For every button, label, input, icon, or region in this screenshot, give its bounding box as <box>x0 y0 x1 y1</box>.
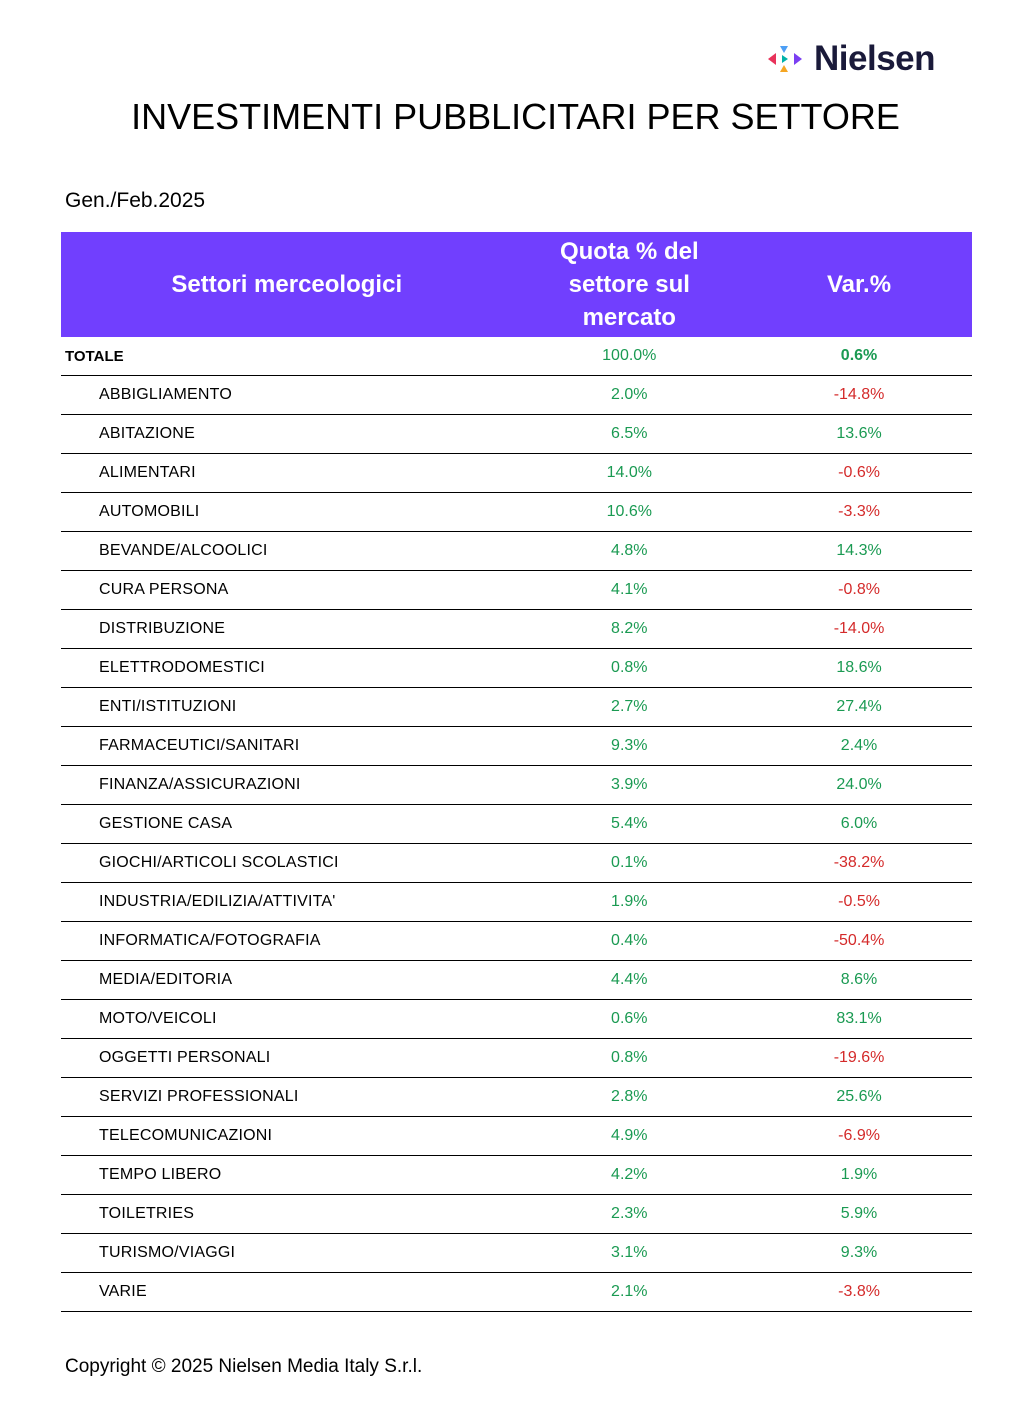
sector-share: 2.8% <box>512 1078 746 1117</box>
sector-share: 3.9% <box>512 766 746 805</box>
table-row <box>61 883 972 922</box>
sector-share: 0.8% <box>512 1039 746 1078</box>
sector-share: 4.1% <box>512 571 746 610</box>
sector-share: 1.9% <box>512 883 746 922</box>
sector-change: -50.4% <box>746 922 972 961</box>
sector-share: 4.4% <box>512 961 746 1000</box>
copyright-text: Copyright © 2025 Nielsen Media Italy S.r.l. <box>65 1356 423 1377</box>
sector-change: 8.6% <box>746 961 972 1000</box>
sector-change: -14.0% <box>746 610 972 649</box>
table-row <box>61 454 972 493</box>
sector-name: DISTRIBUZIONE <box>61 610 512 649</box>
sector-change: 6.0% <box>746 805 972 844</box>
sector-change: 2.4% <box>746 727 972 766</box>
sector-change: 25.6% <box>746 1078 972 1117</box>
sector-change: -38.2% <box>746 844 972 883</box>
table-row <box>61 532 972 571</box>
sector-name: SERVIZI PROFESSIONALI <box>61 1078 512 1117</box>
sector-change: -3.3% <box>746 493 972 532</box>
sector-share: 2.1% <box>512 1273 746 1312</box>
header-share-text: Quota % del settore sul mercato <box>559 238 699 331</box>
header-share <box>512 232 746 337</box>
table-row <box>61 649 972 688</box>
sector-name: ABITAZIONE <box>61 415 512 454</box>
table-row <box>61 1039 972 1078</box>
table-row <box>61 376 972 415</box>
sector-name: BEVANDE/ALCOOLICI <box>61 532 512 571</box>
nielsen-logo <box>764 38 935 80</box>
table-row <box>61 610 972 649</box>
table-row <box>61 805 972 844</box>
sector-name: GESTIONE CASA <box>61 805 512 844</box>
sector-name: MOTO/VEICOLI <box>61 1000 512 1039</box>
sector-change: -6.9% <box>746 1117 972 1156</box>
sector-share: 3.1% <box>512 1234 746 1273</box>
sector-name: ABBIGLIAMENTO <box>61 376 512 415</box>
sector-share: 4.9% <box>512 1117 746 1156</box>
sector-change: 24.0% <box>746 766 972 805</box>
nielsen-logo-text: Nielsen <box>814 39 935 78</box>
period-label: Gen./Feb.2025 <box>65 189 206 212</box>
sector-change: -0.8% <box>746 571 972 610</box>
table-row <box>61 493 972 532</box>
sector-share: 4.8% <box>512 532 746 571</box>
total-change: 0.6% <box>746 337 972 376</box>
sector-share: 10.6% <box>512 493 746 532</box>
table-row <box>61 766 972 805</box>
sector-change: 14.3% <box>746 532 972 571</box>
sector-name: ELETTRODOMESTICI <box>61 649 512 688</box>
sector-share: 0.8% <box>512 649 746 688</box>
sector-table <box>61 232 972 1312</box>
table-row <box>61 1156 972 1195</box>
sector-share: 6.5% <box>512 415 746 454</box>
sector-name: INDUSTRIA/EDILIZIA/ATTIVITA' <box>61 883 512 922</box>
table-row <box>61 727 972 766</box>
sector-share: 0.1% <box>512 844 746 883</box>
sector-change: 18.6% <box>746 649 972 688</box>
sector-name: FINANZA/ASSICURAZIONI <box>61 766 512 805</box>
sector-change: 13.6% <box>746 415 972 454</box>
sector-share: 2.3% <box>512 1195 746 1234</box>
table-row <box>61 1234 972 1273</box>
sector-name: VARIE <box>61 1273 512 1312</box>
sector-name: MEDIA/EDITORIA <box>61 961 512 1000</box>
sector-name: INFORMATICA/FOTOGRAFIA <box>61 922 512 961</box>
table-row <box>61 1078 972 1117</box>
page-title: INVESTIMENTI PUBBLICITARI PER SETTORE <box>131 96 900 137</box>
table-row <box>61 571 972 610</box>
sector-name: FARMACEUTICI/SANITARI <box>61 727 512 766</box>
table-row <box>61 415 972 454</box>
total-label: TOTALE <box>61 337 512 376</box>
sector-name: TELECOMUNICAZIONI <box>61 1117 512 1156</box>
sector-name: TEMPO LIBERO <box>61 1156 512 1195</box>
sector-change: 83.1% <box>746 1000 972 1039</box>
sector-change: -3.8% <box>746 1273 972 1312</box>
table-row <box>61 1273 972 1312</box>
total-row <box>61 337 972 376</box>
table-row <box>61 688 972 727</box>
sector-share: 0.6% <box>512 1000 746 1039</box>
sector-share: 8.2% <box>512 610 746 649</box>
sector-change: 9.3% <box>746 1234 972 1273</box>
sector-change: 5.9% <box>746 1195 972 1234</box>
header-sector: Settori merceologici <box>61 232 512 337</box>
header-change: Var.% <box>746 232 972 337</box>
sector-name: TURISMO/VIAGGI <box>61 1234 512 1273</box>
nielsen-logo-icon <box>764 42 806 76</box>
sector-name: ALIMENTARI <box>61 454 512 493</box>
table-row <box>61 1000 972 1039</box>
sector-name: OGGETTI PERSONALI <box>61 1039 512 1078</box>
sector-share: 5.4% <box>512 805 746 844</box>
sector-change: -19.6% <box>746 1039 972 1078</box>
total-share: 100.0% <box>512 337 746 376</box>
sector-name: ENTI/ISTITUZIONI <box>61 688 512 727</box>
sector-share: 2.7% <box>512 688 746 727</box>
table-row <box>61 922 972 961</box>
sector-share: 14.0% <box>512 454 746 493</box>
sector-name: GIOCHI/ARTICOLI SCOLASTICI <box>61 844 512 883</box>
table-row <box>61 844 972 883</box>
sector-change: -14.8% <box>746 376 972 415</box>
table-row <box>61 1117 972 1156</box>
sector-name: TOILETRIES <box>61 1195 512 1234</box>
table-row <box>61 1195 972 1234</box>
sector-name: AUTOMOBILI <box>61 493 512 532</box>
table-header-row <box>61 232 972 337</box>
sector-name: CURA PERSONA <box>61 571 512 610</box>
table-row <box>61 961 972 1000</box>
sector-change: -0.6% <box>746 454 972 493</box>
sector-change: -0.5% <box>746 883 972 922</box>
sector-change: 1.9% <box>746 1156 972 1195</box>
sector-share: 9.3% <box>512 727 746 766</box>
sector-share: 2.0% <box>512 376 746 415</box>
sector-change: 27.4% <box>746 688 972 727</box>
sector-share: 0.4% <box>512 922 746 961</box>
sector-share: 4.2% <box>512 1156 746 1195</box>
